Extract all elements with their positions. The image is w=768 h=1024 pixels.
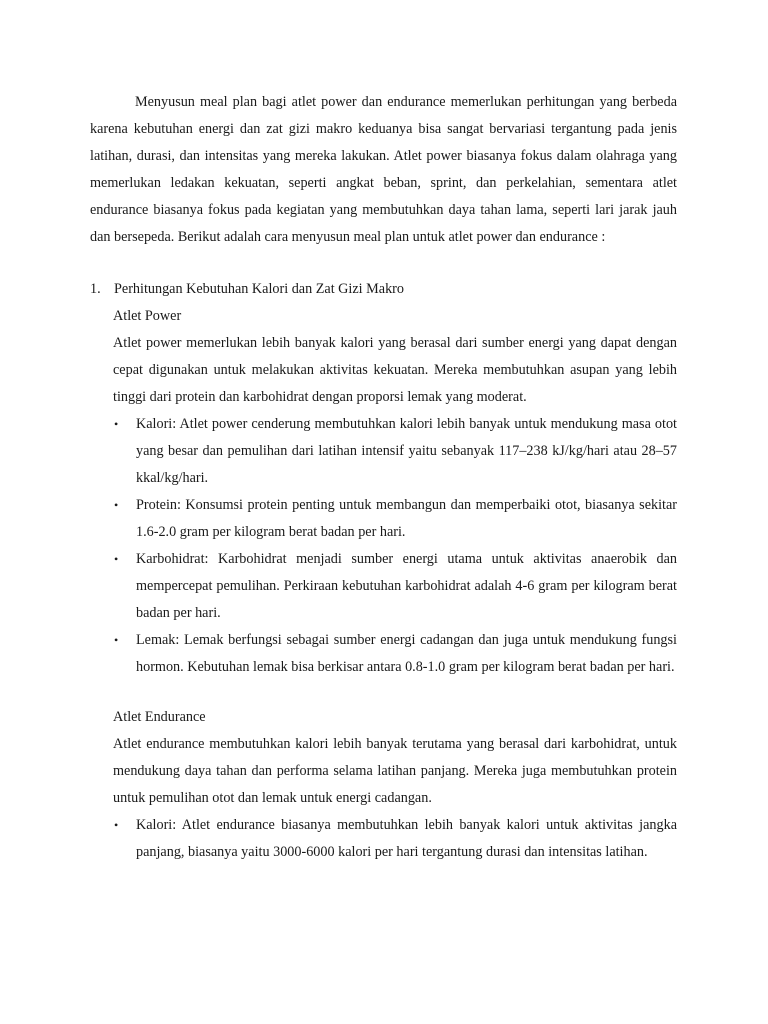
endurance-bullet-list [113,812,677,866]
list-item-text: Kalori: Atlet endurance biasanya membutuhkan lebih banyak kalori untuk aktivitas jangka panjang, biasanya yaitu 3000-6000 kalori per hari tergantung durasi dan intensitas latihan. [136,817,677,860]
power-bullet-list [113,411,677,681]
list-item [113,411,677,492]
endurance-paragraph: Atlet endurance membutuhkan kalori lebih banyak terutama yang berasal dari karbohidrat, untuk mendukung daya tahan dan performa selama latihan panjang. Mereka juga membutuhkan protein untuk pemulihan otot dan lemak untuk energi cadangan. [113,736,677,806]
section-heading [90,276,677,303]
bullet-icon: • [114,633,119,647]
list-item [113,492,677,546]
bullet-icon: • [114,417,119,431]
list-item-text: Kalori: Atlet power cenderung membutuhkan kalori lebih banyak untuk mendukung masa otot yang besar dan pemulihan dari latihan intensif yaitu sebanyak 117–238 kJ/kg/hari atau 28–57 kkal/kg/hari. [136,416,677,486]
list-item [113,812,677,866]
list-item-text: Karbohidrat: Karbohidrat menjadi sumber energi utama untuk aktivitas anaerobik dan mempercepat pemulihan. Perkiraan kebutuhan karbohidrat adalah 4-6 gram per kilogram berat badan per hari. [136,551,677,621]
bullet-icon: • [114,818,119,832]
bullet-icon: • [114,498,119,512]
power-heading: Atlet Power [113,308,182,324]
section-number: 1. [90,281,101,297]
endurance-heading: Atlet Endurance [113,709,206,725]
bullet-icon: • [114,552,119,566]
list-item [113,546,677,627]
intro-paragraph: Menyusun meal plan bagi atlet power dan endurance memerlukan perhitungan yang berbeda karena kebutuhan energi dan zat gizi makro keduanya bisa sangat bervariasi tergantung pada jenis latihan, durasi, dan intensitas yang mereka lakukan. Atlet power biasanya fokus dalam olahraga yang memerlukan ledakan kekuatan, seperti angkat beban, sprint, dan perkelahian, sementara atlet endurance biasanya fokus pada kegiatan yang membutuhkan daya tahan lama, seperti lari jarak jauh dan bersepeda. Berikut adalah cara menyusun meal plan untuk atlet power dan endurance : [90,94,677,245]
list-item-text: Lemak: Lemak berfungsi sebagai sumber energi cadangan dan juga untuk mendukung fungsi hormon. Kebutuhan lemak bisa berkisar antara 0.8-1.0 gram per kilogram berat badan per hari. [136,632,677,675]
list-item-text: Protein: Konsumsi protein penting untuk membangun dan memperbaiki otot, biasanya sekitar 1.6-2.0 gram per kilogram berat badan per hari. [136,497,677,540]
power-paragraph: Atlet power memerlukan lebih banyak kalori yang berasal dari sumber energi yang dapat dengan cepat digunakan untuk melakukan aktivitas kekuatan. Mereka membutuhkan asupan yang lebih tinggi dari protein dan karbohidrat dengan proporsi lemak yang moderat. [113,335,677,405]
list-item [113,627,677,681]
section-title: Perhitungan Kebutuhan Kalori dan Zat Gizi Makro [114,281,404,297]
